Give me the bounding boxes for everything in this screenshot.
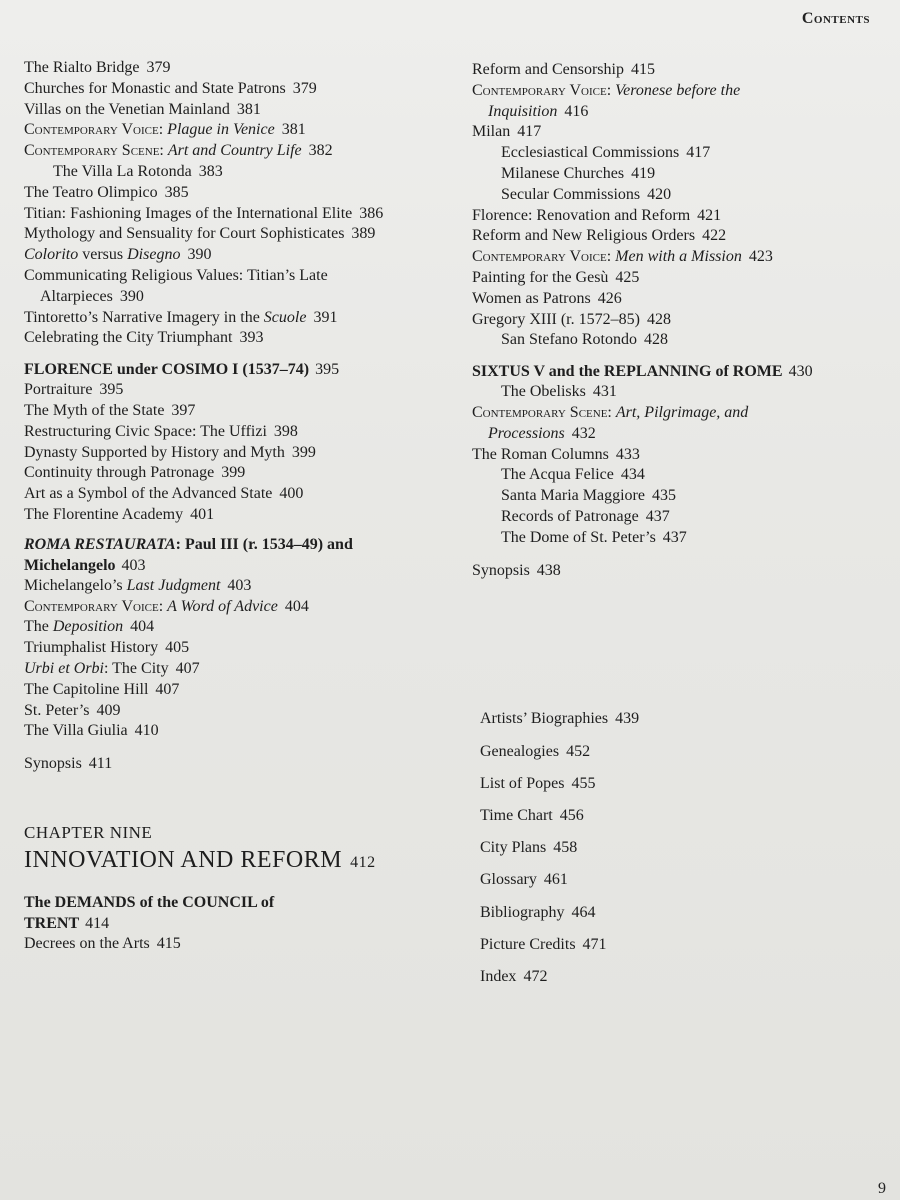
- toc-entry: The Deposition 404: [24, 618, 155, 636]
- toc-entry: The Teatro Olimpico 385: [24, 183, 189, 201]
- toc-entry: Churches for Monastic and State Patrons 379: [24, 79, 317, 97]
- toc-subentry: Secular Commissions 420: [501, 185, 672, 203]
- toc-subentry: San Stefano Rotondo 428: [501, 331, 668, 349]
- toc-entry: Portraiture 395: [24, 381, 124, 399]
- toc-subentry: Records of Patronage 437: [501, 507, 670, 525]
- toc-entry: Art as a Symbol of the Advanced State 400: [24, 485, 304, 503]
- toc-entry: Decrees on the Arts 415: [24, 934, 181, 952]
- toc-entry: The Florentine Academy 401: [24, 505, 215, 523]
- toc-entry: Restructuring Civic Space: The Uffizi 398: [24, 422, 298, 440]
- toc-entry: Colorito versus Disegno 390: [24, 246, 212, 264]
- toc-entry: Contemporary Voice: Veronese before the: [472, 81, 741, 99]
- toc-entry: The Capitoline Hill 407: [24, 680, 180, 698]
- toc-entry: Milan 417: [472, 123, 542, 141]
- toc-entry: Florence: Renovation and Reform 421: [472, 206, 722, 224]
- toc-subentry: The Dome of St. Peter’s 437: [501, 528, 687, 546]
- toc-left-column: [24, 58, 464, 955]
- toc-entry: Women as Patrons 426: [472, 289, 622, 307]
- toc-synopsis: Synopsis 438: [472, 561, 561, 579]
- toc-entry: Contemporary Voice: A Word of Advice 404: [24, 597, 309, 615]
- toc-subentry: Santa Maria Maggiore 435: [501, 487, 676, 505]
- toc-entry: The Villa Giulia 410: [24, 722, 159, 740]
- backmatter-entry: List of Popes 455: [480, 774, 596, 792]
- back-matter-list: [472, 703, 882, 993]
- toc-entry: The Myth of the State 397: [24, 401, 196, 419]
- chapter-label: CHAPTER NINE: [24, 822, 153, 842]
- toc-entry: Triumphalist History 405: [24, 639, 190, 657]
- toc-synopsis: Synopsis 411: [24, 755, 113, 773]
- toc-entry: Tintoretto’s Narrative Imagery in the Scuole 391: [24, 308, 338, 326]
- toc-entry: Contemporary Voice: Plague in Venice 381: [24, 121, 306, 139]
- section-heading-florence: FLORENCE under COSIMO I (1537–74) 395: [24, 361, 340, 379]
- florence-entries: [24, 380, 464, 526]
- section-heading-trent: The DEMANDS of the COUNCIL of TRENT 414: [24, 893, 275, 932]
- toc-entry: Painting for the Gesù 425: [472, 268, 640, 286]
- backmatter-entry: Artists’ Biographies 439: [480, 710, 640, 728]
- toc-entry: Michelangelo’s Last Judgment 403: [24, 576, 252, 594]
- toc-entry: Celebrating the City Triumphant 393: [24, 329, 264, 347]
- toc-entry-continuation: Inquisition 416: [488, 102, 589, 120]
- toc-entry: Titian: Fashioning Images of the International Elite 386: [24, 204, 384, 222]
- toc-entry: Contemporary Scene: Art, Pilgrimage, and: [472, 403, 749, 421]
- chapter-title: INNOVATION AND REFORM 412: [24, 846, 376, 873]
- toc-entry: Urbi et Orbi: The City 407: [24, 659, 200, 677]
- toc-subentry: The Obelisks 431: [501, 383, 617, 401]
- toc-subentry: Milanese Churches 419: [501, 164, 656, 182]
- toc-entry: Contemporary Scene: Art and Country Life 382: [24, 142, 333, 160]
- toc-entry: Villas on the Venetian Mainland 381: [24, 100, 261, 118]
- toc-entry-continuation: Processions 432: [488, 424, 596, 442]
- toc-entry: The Rialto Bridge 379: [24, 59, 171, 76]
- toc-entry: Contemporary Voice: Men with a Mission 423: [472, 248, 773, 266]
- toc-subentry: The Acqua Felice 434: [501, 466, 645, 484]
- toc-subentry: The Villa La Rotonda 383: [53, 162, 223, 180]
- toc-entry: The Roman Columns 433: [472, 445, 640, 463]
- backmatter-entry: Index 472: [480, 967, 548, 985]
- running-header: Contents: [801, 10, 870, 27]
- toc-entry: Mythology and Sensuality for Court Sophisticates 389: [24, 225, 376, 243]
- backmatter-entry: Time Chart 456: [480, 806, 584, 824]
- toc-entry: Communicating Religious Values: Titian’s Late: [24, 266, 328, 284]
- venice-entries: [24, 58, 464, 349]
- roma-entries: [24, 576, 464, 742]
- toc-entry-continuation: Altarpieces 390: [40, 287, 144, 305]
- toc-entry: Dynasty Supported by History and Myth 399: [24, 443, 316, 461]
- page-number: 9: [878, 1180, 886, 1197]
- toc-subentry: Ecclesiastical Commissions 417: [501, 144, 711, 162]
- toc-entry: Reform and Censorship 415: [472, 61, 655, 78]
- toc-right-column: [472, 60, 882, 993]
- toc-entry: Continuity through Patronage 399: [24, 464, 246, 482]
- section-heading-roma: ROMA RESTAURATA: Paul III (r. 1534–49) and Michelangelo 403: [24, 535, 353, 574]
- toc-entry: St. Peter’s 409: [24, 701, 121, 719]
- backmatter-entry: Glossary 461: [480, 871, 568, 889]
- backmatter-entry: City Plans 458: [480, 839, 578, 857]
- backmatter-entry: Bibliography 464: [480, 903, 596, 921]
- section-heading-sixtus: SIXTUS V and the REPLANNING of ROME 430: [472, 363, 813, 381]
- backmatter-entry: Picture Credits 471: [480, 935, 607, 953]
- toc-entry: Gregory XIII (r. 1572–85) 428: [472, 310, 671, 328]
- backmatter-entry: Genealogies 452: [480, 742, 591, 760]
- toc-entry: Reform and New Religious Orders 422: [472, 227, 727, 245]
